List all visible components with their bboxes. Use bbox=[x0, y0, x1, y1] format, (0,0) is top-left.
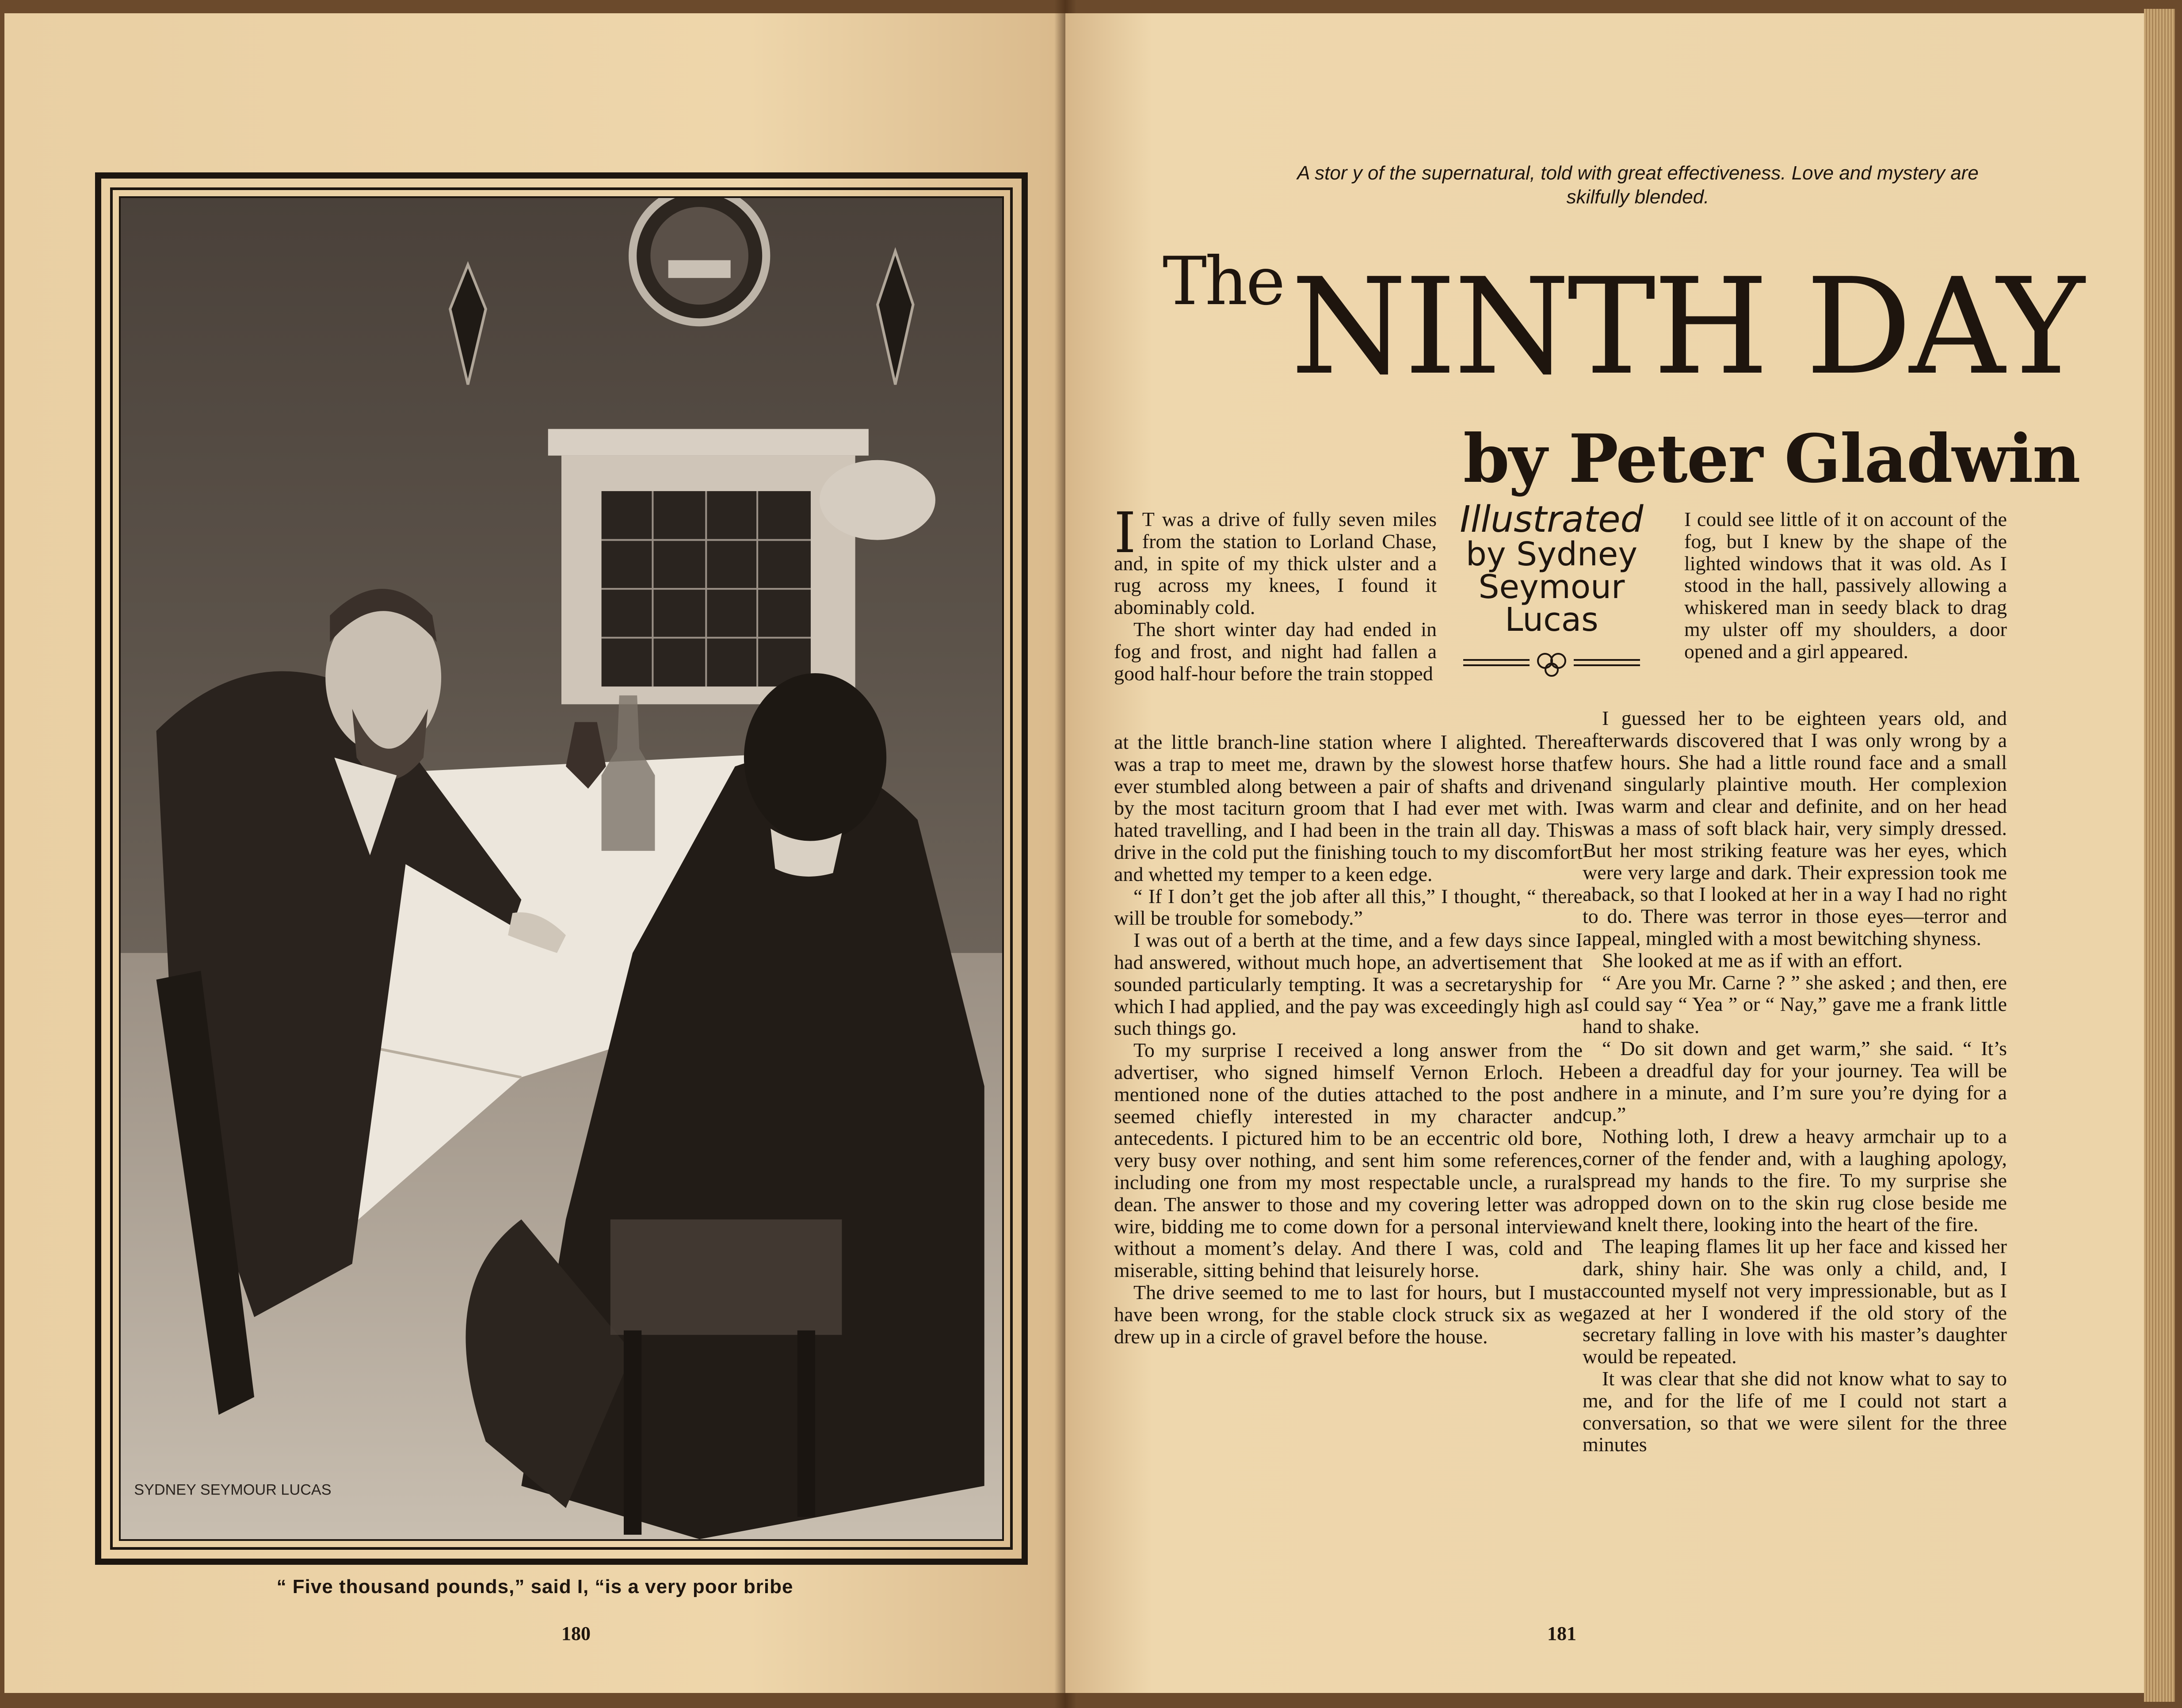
author-byline: by Peter Gladwin bbox=[1463, 420, 2080, 498]
paragraph bbox=[1114, 500, 1437, 619]
right-page bbox=[1065, 13, 2144, 1693]
illustration-drawing bbox=[121, 198, 1002, 1539]
paragraph: “ Are you Mr. Carne ? ” she asked ; and then, ere I could say “ Yea ” or “ Nay,” gave me a frank little hand to shake. bbox=[1583, 971, 2007, 1038]
illustration-frame bbox=[95, 172, 1028, 1565]
title-the: The bbox=[1163, 243, 1284, 320]
paragraph: She looked at me as if with an effort. bbox=[1602, 949, 1903, 972]
paragraph: “ Do sit down and get warm,” she said. “ It’s been a dreadful day for your journey. Tea will be here in a minute, and I’m sure you’re dying for a cup.” bbox=[1583, 1037, 2007, 1126]
left-page bbox=[4, 13, 1065, 1693]
column-2-top bbox=[1684, 508, 2007, 663]
illustration-caption: “ Five thousand pounds,” said I, “is a very poor bribe bbox=[276, 1576, 793, 1597]
column-2-bottom bbox=[1583, 707, 2007, 1456]
paragraph: I guessed her to be eighteen years old, and afterwards discovered that I was only wrong by a few hours. She had a little round face and a small and singularly plaintive mouth. Her complexion was warm and clear and definite, and on her head was a mass of soft black hair, very simply dressed. But her most striking feature was her eyes, which were very large and dark. Their expression took me aback, so that I looked at her in a way I had no right to do. There was terror in those eyes—terror and appeal, mingled with a most bewitching shyness. bbox=[1583, 707, 2007, 949]
paragraph: The short winter day had ended in fog and frost, and night had fallen a good half-hour before the train stopped bbox=[1114, 618, 1437, 685]
story-title: NINTH DAY bbox=[1291, 250, 2082, 404]
paragraph: “ If I don’t get the job after all this,” I thought, “ there will be trouble for somebody.” bbox=[1114, 884, 1583, 930]
illustrator-line-1: Illustrated bbox=[1460, 499, 1644, 541]
illustration bbox=[119, 196, 1004, 1541]
paragraph: I could see little of it on account of the fog, but I knew by the shape of the lighted windows that it was old. As I stood in the hall, passively allowing a whiskered man in seedy black to drag my ulster off my shoulders, a door opened and a girl appeared. bbox=[1684, 508, 2007, 663]
page-edges bbox=[2144, 9, 2175, 1702]
paragraph: I was out of a berth at the time, and a few days since I had answered, without much hope, an advertisement that sounded particularly tempting. It was a secretaryship for which I had applied, and the pay was exceedingly high as such things go. bbox=[1114, 929, 1583, 1040]
paragraph: The leaping flames lit up her face and kissed her dark, shiny hair. She was only a child, and, I accounted myself not very impressionable, but as I gazed at her I wondered if the old story of the secretary falling in love with his master’s daughter would be repeated. bbox=[1583, 1235, 2007, 1368]
page-number-left: 180 bbox=[561, 1623, 591, 1644]
column-1-bottom bbox=[1114, 731, 1583, 1347]
paragraph: To my surprise I received a long answer from the advertiser, who signed himself Vernon Erloch. He mentioned none of the duties attached to the post and seemed chiefly interested in my character and antecedents. I pictured him to be an eccentric old bore, very busy over nothing, and sent him some references, including one from my most respectable uncle, a rural dean. The answer to those and my covering letter was a wire, bidding me to come down for a personal interview without a moment’s delay. And there I was, cold and miserable, sitting behind that leisurely horse. bbox=[1114, 1039, 1583, 1282]
artist-signature: SYDNEY SEYMOUR LUCAS bbox=[134, 1481, 332, 1498]
paragraph: at the little branch-line station where I alighted. There was a trap to meet me, drawn by the slowest horse that ever stumbled along between a pair of shafts and driven by the most taciturn groom that I had ever met with. I hated travelling, and I had been in the train all day. This drive in the cold put the finishing touch to my discomfort and whetted my temper to a keen edge. bbox=[1114, 731, 1583, 885]
illustrator-line-4: Lucas bbox=[1505, 601, 1598, 639]
illustrator-line-3: Seymour bbox=[1478, 568, 1625, 606]
paragraph: Nothing loth, I drew a heavy armchair up to a corner of the fender and, with a laughing apology, spread my hands to the fire. To my surprise she dropped down on to the skin rug close beside me and knelt there, looking into the heart of the fire. bbox=[1583, 1125, 2007, 1236]
paragraph: It was clear that she did not know what to say to me, and for the life of me I could not start a conversation, so that we were silent for the three minutes bbox=[1583, 1367, 2007, 1456]
drop-cap: I bbox=[1114, 500, 1136, 565]
illustrator-line-2: by Sydney bbox=[1465, 535, 1638, 573]
illustrator-credit bbox=[1450, 499, 1653, 639]
paragraph-text: T was a drive of fully seven miles from the station to Lorland Chase, and, in spite of my thick ulster and a rug across my knees, I found it abominably cold. bbox=[1114, 508, 1437, 619]
flourish-ornament-icon bbox=[1463, 648, 1640, 679]
column-1-top bbox=[1114, 500, 1437, 685]
paragraph: The drive seemed to me to last for hours, but I must have been wrong, for the stable clock struck six as we drew up in a circle of gravel before the house. bbox=[1114, 1281, 1583, 1348]
story-blurb: A stor y of the supernatural, told with great effectiveness. Love and mystery are skilfully blended. bbox=[1297, 162, 1979, 208]
page-number-right: 181 bbox=[1547, 1623, 1576, 1644]
